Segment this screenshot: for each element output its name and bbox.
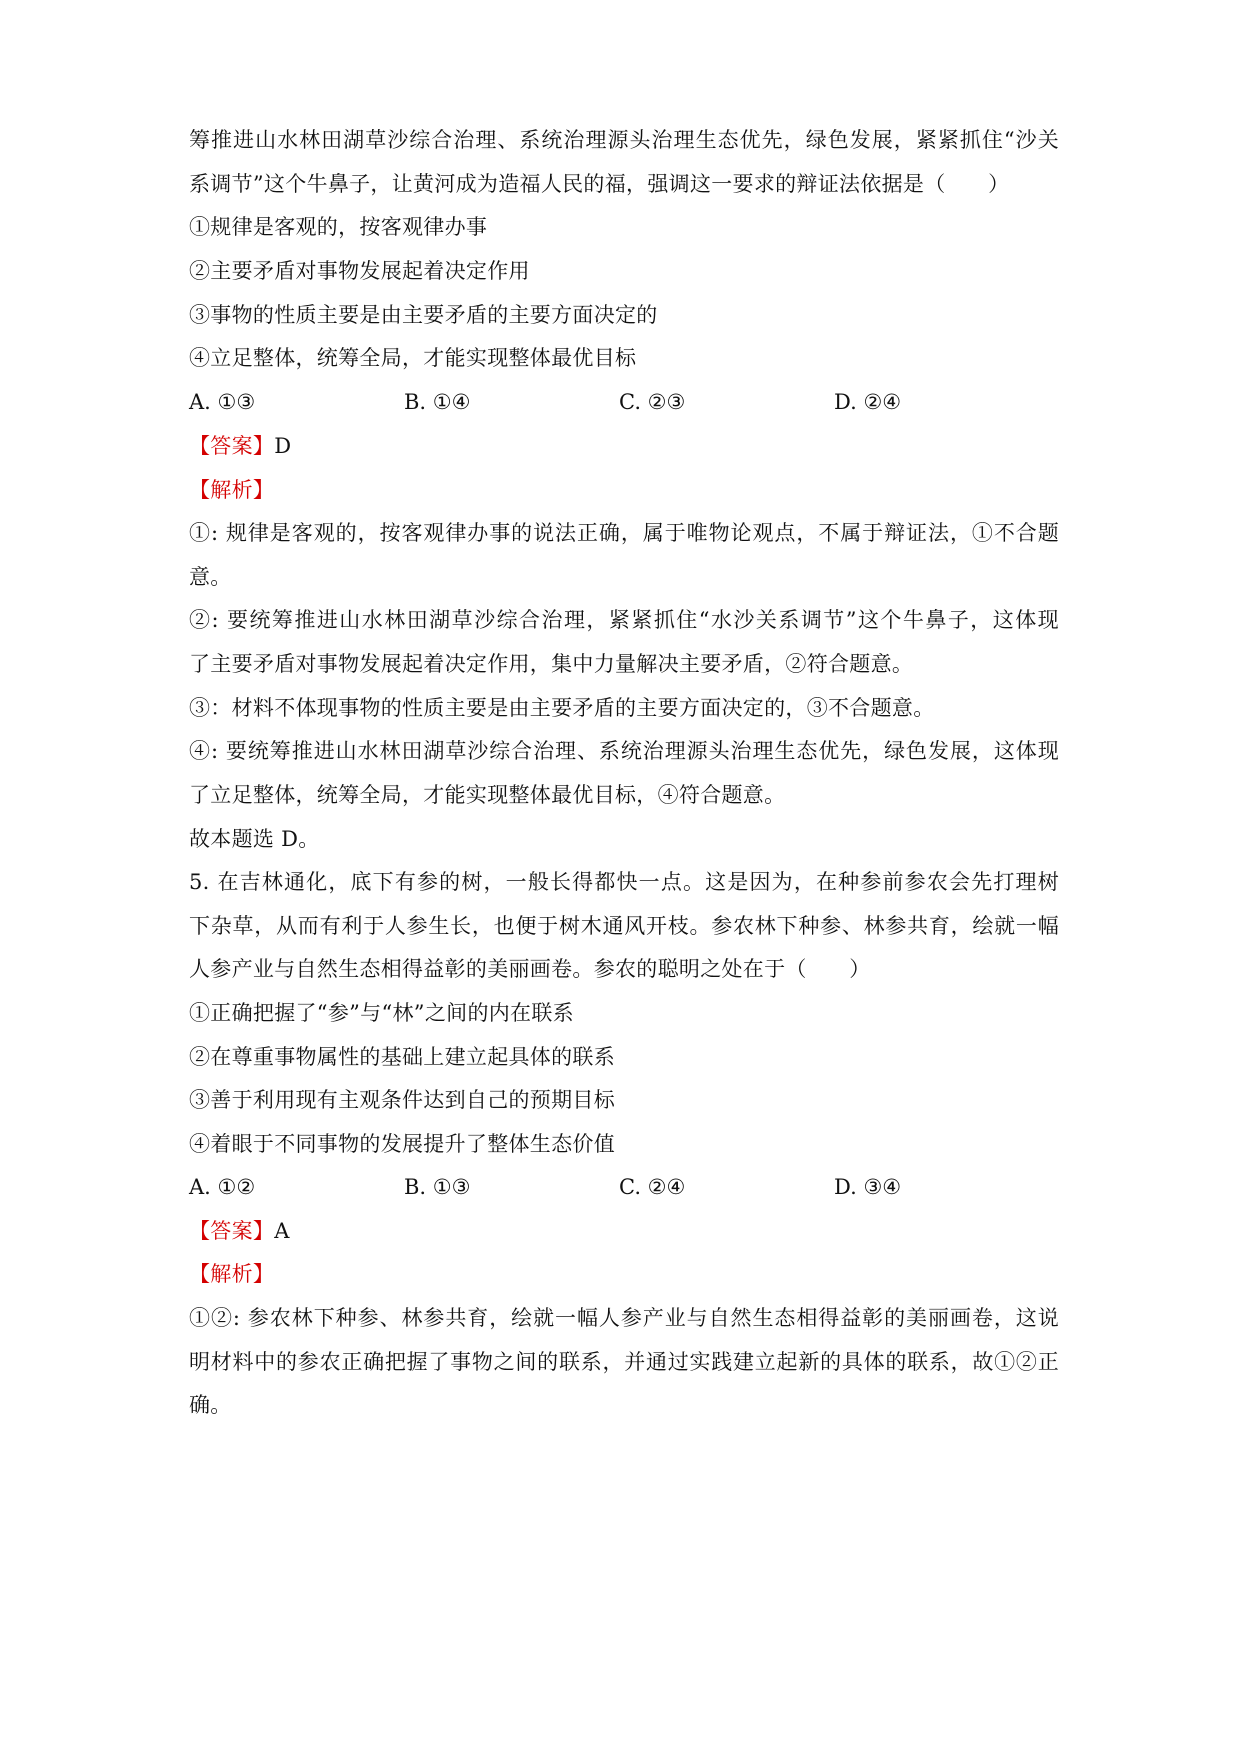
- q4-option-b: B. ①④: [404, 390, 471, 414]
- q4-analysis-line-7: 了立足整体，统筹全局，才能实现整体最优目标，④符合题意。: [189, 783, 786, 807]
- q5-item-2: ②在尊重事物属性的基础上建立起具体的联系: [189, 1045, 615, 1069]
- q4-stem-line-2: 系调节”这个牛鼻子，让黄河成为造福人民的福，强调这一要求的辩证法依据是（ ）: [189, 172, 1010, 196]
- q4-option-a: A. ①③: [189, 390, 256, 414]
- q4-analysis-line-1: ①: 规律是客观的，按客观律办事的说法正确，属于唯物论观点，不属于辩证法，①不合题: [189, 521, 1059, 545]
- q5-option-b: B. ①③: [404, 1175, 471, 1199]
- q5-item-4: ④着眼于不同事物的发展提升了整体生态价值: [189, 1132, 615, 1156]
- q5-answer-value: A: [274, 1219, 290, 1243]
- q5-stem-line-1: 5. 在吉林通化，底下有参的树，一般长得都快一点。这是因为，在种参前参农会先打理树: [189, 870, 1059, 894]
- q5-stem-line-2: 下杂草，从而有利于人参生长，也便于树木通风开枝。参农林下种参、林参共育，绘就一幅: [189, 914, 1059, 938]
- q5-option-c: C. ②④: [619, 1175, 686, 1199]
- q5-options: [189, 1173, 1059, 1201]
- q4-item-3: ③事物的性质主要是由主要矛盾的主要方面决定的: [189, 303, 658, 327]
- q5-item-3: ③善于利用现有主观条件达到自己的预期目标: [189, 1088, 615, 1112]
- q4-stem-line-1: 筹推进山水林田湖草沙综合治理、系统治理源头治理生态优先，绿色发展，紧紧抓住“沙关: [189, 128, 1059, 152]
- q4-analysis-line-3: ②: 要统筹推进山水林田湖草沙综合治理，紧紧抓住“水沙关系调节”这个牛鼻子，这体现: [189, 608, 1059, 632]
- q4-analysis-line-5: ③：材料不体现事物的性质主要是由主要矛盾的主要方面决定的，③不合题意。: [189, 696, 935, 720]
- q4-option-c: C. ②③: [619, 390, 686, 414]
- q4-answer-value: D: [274, 434, 292, 458]
- q4-options: [189, 388, 1059, 416]
- q5-answer: [189, 1217, 1059, 1245]
- q4-analysis-line-4: 了主要矛盾对事物发展起着决定作用，集中力量解决主要矛盾，②符合题意。: [189, 652, 914, 676]
- q5-analysis-label: 【解析】: [189, 1262, 275, 1286]
- q5-analysis-line-3: 确。: [189, 1393, 232, 1417]
- q4-answer: [189, 432, 1059, 460]
- q5-analysis-line-2: 明材料中的参农正确把握了事物之间的联系，并通过实践建立起新的具体的联系，故①②正: [189, 1350, 1059, 1374]
- q4-item-2: ②主要矛盾对事物发展起着决定作用: [189, 259, 530, 283]
- q5-option-d: D. ③④: [834, 1175, 902, 1199]
- q4-conclusion: 故本题选 D。: [189, 827, 320, 851]
- q5-analysis-line-1: ①②: 参农林下种参、林参共育，绘就一幅人参产业与自然生态相得益彰的美丽画卷，这说: [189, 1306, 1059, 1330]
- q5-item-1: ①正确把握了“参”与“林”之间的内在联系: [189, 1001, 574, 1025]
- q4-option-d: D. ②④: [834, 390, 902, 414]
- q4-analysis-line-6: ④: 要统筹推进山水林田湖草沙综合治理、系统治理源头治理生态优先，绿色发展，这体现: [189, 739, 1059, 763]
- q4-item-4: ④立足整体，统筹全局，才能实现整体最优目标: [189, 346, 637, 370]
- q4-analysis-line-2: 意。: [189, 565, 232, 589]
- q5-stem-line-3: 人参产业与自然生态相得益彰的美丽画卷。参农的聪明之处在于（ ）: [189, 957, 871, 981]
- q5-answer-label: 【答案】: [189, 1219, 275, 1243]
- q4-analysis-label: 【解析】: [189, 478, 275, 502]
- q4-answer-label: 【答案】: [189, 434, 275, 458]
- q4-item-1: ①规律是客观的，按客观律办事: [189, 215, 488, 239]
- q5-option-a: A. ①②: [189, 1175, 256, 1199]
